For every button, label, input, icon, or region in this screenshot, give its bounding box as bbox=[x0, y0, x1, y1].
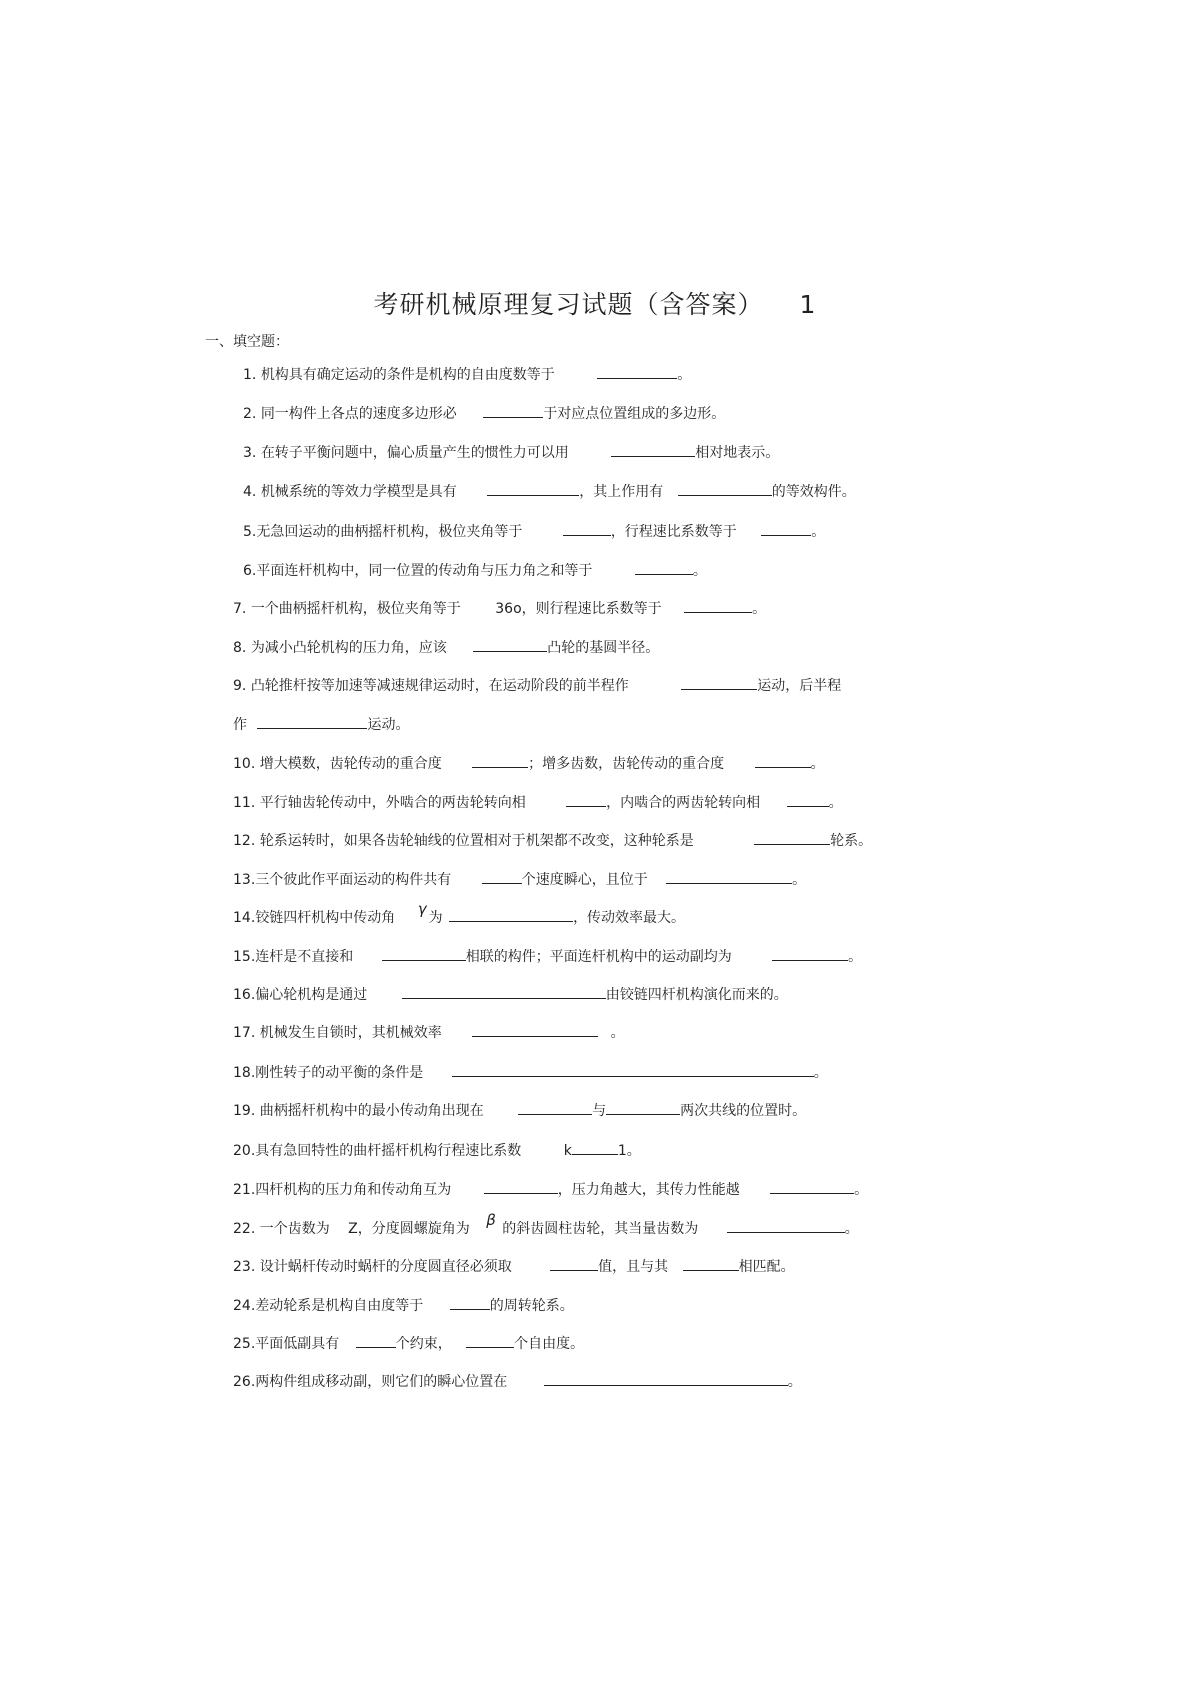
question-text: 与 bbox=[592, 1103, 607, 1119]
question-text: 。 bbox=[810, 756, 825, 772]
question-20 bbox=[233, 1140, 641, 1161]
question-text: 运动，后半程 bbox=[757, 678, 842, 694]
question-text: 具有急回特性的曲杆摇杆机构行程速比系数 bbox=[255, 1143, 522, 1159]
question-number: 25. bbox=[233, 1336, 256, 1352]
question-19 bbox=[233, 1100, 806, 1121]
answer-blank[interactable] bbox=[472, 1022, 598, 1037]
angle-value: 36o bbox=[495, 601, 522, 617]
question-text: 两构件组成移动副，则它们的瞬心位置在 bbox=[255, 1374, 508, 1390]
question-text: 于对应点位置组成的多边形。 bbox=[543, 406, 726, 422]
question-text: 凸轮的基圆半径。 bbox=[547, 640, 660, 656]
question-text: 机构具有确定运动的条件是机构的自由度数等于 bbox=[260, 367, 555, 383]
question-text: 个速度瞬心，且位于 bbox=[521, 872, 648, 888]
answer-blank[interactable] bbox=[382, 946, 466, 961]
answer-blank[interactable] bbox=[356, 1333, 396, 1348]
question-21 bbox=[233, 1179, 868, 1200]
question-17 bbox=[233, 1022, 625, 1043]
question-text: 。 bbox=[792, 872, 807, 888]
question-text: 为 bbox=[428, 910, 443, 926]
question-7 bbox=[233, 598, 766, 619]
question-text: 铰链四杆机构中传动角 bbox=[255, 910, 396, 926]
question-text: 曲柄摇杆机构中的最小传动角出现在 bbox=[259, 1103, 484, 1119]
answer-blank[interactable] bbox=[681, 675, 757, 690]
question-25 bbox=[233, 1333, 584, 1354]
question-12 bbox=[233, 830, 872, 851]
answer-blank[interactable] bbox=[597, 364, 677, 379]
question-10 bbox=[233, 753, 825, 774]
answer-blank[interactable] bbox=[572, 1140, 618, 1155]
question-text: 设计蜗杆传动时蜗杆的分度圆直径必须取 bbox=[259, 1259, 512, 1275]
question-number: 7. bbox=[233, 601, 247, 617]
answer-blank[interactable] bbox=[666, 869, 792, 884]
title-text: 考研机械原理复习试题（含答案） bbox=[373, 290, 764, 319]
question-6 bbox=[243, 560, 707, 581]
question-15 bbox=[233, 946, 862, 967]
question-text: 连杆是不直接和 bbox=[255, 949, 354, 965]
answer-blank[interactable] bbox=[518, 1100, 592, 1115]
question-text: 。 bbox=[828, 795, 843, 811]
answer-blank[interactable] bbox=[678, 481, 772, 496]
answer-blank[interactable] bbox=[787, 792, 829, 807]
question-number: 16. bbox=[233, 987, 256, 1003]
question-text: 运动。 bbox=[367, 717, 410, 733]
question-number: 14. bbox=[233, 910, 256, 926]
title-number: 1 bbox=[799, 290, 817, 319]
question-text: 相匹配。 bbox=[738, 1259, 795, 1275]
k-symbol: k bbox=[563, 1143, 572, 1159]
answer-blank[interactable] bbox=[473, 637, 547, 652]
question-number: 24. bbox=[233, 1298, 256, 1314]
question-number: 12. bbox=[233, 833, 256, 849]
answer-blank[interactable] bbox=[754, 830, 830, 845]
question-text: 个约束， bbox=[395, 1336, 452, 1352]
question-text: 1。 bbox=[617, 1143, 641, 1159]
section-heading: 一、填空题： bbox=[205, 334, 289, 350]
question-number: 8. bbox=[233, 640, 247, 656]
question-text: 增大模数，齿轮传动的重合度 bbox=[259, 756, 442, 772]
answer-blank[interactable] bbox=[484, 1179, 558, 1194]
question-5 bbox=[243, 521, 825, 542]
question-text: 。 bbox=[844, 1221, 859, 1237]
answer-blank[interactable] bbox=[487, 481, 579, 496]
answer-blank[interactable] bbox=[472, 753, 528, 768]
question-number: 10. bbox=[233, 756, 256, 772]
question-number: 26. bbox=[233, 1374, 256, 1390]
question-text: 。 bbox=[677, 367, 692, 383]
answer-blank[interactable] bbox=[544, 1371, 788, 1386]
question-text: 无急回运动的曲柄摇杆机构，极位夹角等于 bbox=[256, 524, 523, 540]
question-23 bbox=[233, 1256, 795, 1277]
question-number: 20. bbox=[233, 1143, 256, 1159]
answer-blank[interactable] bbox=[770, 1179, 854, 1194]
question-text: 刚性转子的动平衡的条件是 bbox=[255, 1065, 424, 1081]
question-number: 18. bbox=[233, 1065, 256, 1081]
question-text: 轮系运转时，如果各齿轮轴线的位置相对于机架都不改变，这种轮系是 bbox=[259, 833, 694, 849]
page-title bbox=[0, 285, 1190, 321]
question-text: 。 bbox=[752, 601, 767, 617]
question-text: 平行轴齿轮传动中，外啮合的两齿轮转向相 bbox=[259, 795, 526, 811]
question-number: 3. bbox=[243, 445, 257, 461]
question-14 bbox=[233, 900, 686, 928]
question-number: 6. bbox=[243, 563, 257, 579]
question-text: 平面低副具有 bbox=[255, 1336, 340, 1352]
question-number: 11. bbox=[233, 795, 256, 811]
answer-blank[interactable] bbox=[566, 792, 606, 807]
question-text: 。 bbox=[813, 1065, 828, 1081]
question-18 bbox=[233, 1062, 828, 1083]
answer-blank[interactable] bbox=[563, 521, 611, 536]
answer-blank[interactable] bbox=[483, 403, 543, 418]
question-text: 两次共线的位置时。 bbox=[680, 1103, 807, 1119]
question-11 bbox=[233, 792, 843, 813]
question-text: ，内啮合的两齿轮转向相 bbox=[606, 795, 761, 811]
question-number: 23. bbox=[233, 1259, 256, 1275]
question-text: ，分度圆螺旋角为 bbox=[357, 1221, 470, 1237]
answer-blank[interactable] bbox=[550, 1256, 598, 1271]
question-text: 。 bbox=[610, 1025, 625, 1041]
question-4 bbox=[243, 481, 856, 502]
question-2 bbox=[243, 403, 725, 424]
answer-blank[interactable] bbox=[755, 753, 811, 768]
question-text: ，则行程速比系数等于 bbox=[521, 601, 662, 617]
z-symbol: Z bbox=[348, 1221, 358, 1237]
question-1 bbox=[243, 364, 691, 385]
question-text: 平面连杆机构中，同一位置的传动角与压力角之和等于 bbox=[256, 563, 593, 579]
question-26 bbox=[233, 1371, 802, 1392]
question-number: 4. bbox=[243, 484, 257, 500]
question-text: 。 bbox=[811, 524, 826, 540]
question-text: 四杆机构的压力角和传动角互为 bbox=[255, 1182, 452, 1198]
question-text: 一个曲柄摇杆机构，极位夹角等于 bbox=[250, 601, 461, 617]
question-text: 的周转轮系。 bbox=[489, 1298, 574, 1314]
question-text: 相对地表示。 bbox=[695, 445, 780, 461]
question-text: 的等效构件。 bbox=[771, 484, 856, 500]
question-number: 13. bbox=[233, 872, 256, 888]
answer-blank[interactable] bbox=[611, 442, 695, 457]
question-number: 22. bbox=[233, 1221, 256, 1237]
question-text: 机械系统的等效力学模型是具有 bbox=[260, 484, 457, 500]
question-3 bbox=[243, 442, 779, 463]
question-text: 凸轮推杆按等加速等减速规律运动时，在运动阶段的前半程作 bbox=[250, 678, 629, 694]
question-text: 值，且与其 bbox=[598, 1259, 669, 1275]
answer-blank[interactable] bbox=[727, 1218, 845, 1233]
answer-blank[interactable] bbox=[402, 984, 606, 999]
question-number: 9. bbox=[233, 678, 247, 694]
question-text: 机械发生自锁时，其机械效率 bbox=[259, 1025, 442, 1041]
question-number: 17. bbox=[233, 1025, 256, 1041]
question-number: 21. bbox=[233, 1182, 256, 1198]
question-number: 5. bbox=[243, 524, 257, 540]
answer-blank[interactable] bbox=[761, 521, 811, 536]
answer-blank[interactable] bbox=[257, 714, 367, 729]
question-16 bbox=[233, 984, 788, 1005]
answer-blank[interactable] bbox=[452, 1062, 814, 1077]
question-text: 偏心轮机构是通过 bbox=[255, 987, 368, 1003]
question-text: ，行程速比系数等于 bbox=[610, 524, 737, 540]
question-text: 由铰链四杆机构演化而来的。 bbox=[605, 987, 788, 1003]
question-24 bbox=[233, 1295, 574, 1316]
question-text: ；增多齿数，齿轮传动的重合度 bbox=[528, 756, 725, 772]
question-text: 轮系。 bbox=[830, 833, 873, 849]
question-text: ，压力角越大，其传力性能越 bbox=[557, 1182, 740, 1198]
question-text: 为减小凸轮机构的压力角，应该 bbox=[250, 640, 447, 656]
question-9 bbox=[233, 675, 841, 696]
question-text: 相联的构件；平面连杆机构中的运动副均为 bbox=[465, 949, 732, 965]
answer-blank[interactable] bbox=[684, 598, 752, 613]
question-13 bbox=[233, 869, 806, 890]
question-text: ，其上作用有 bbox=[579, 484, 664, 500]
question-text: 在转子平衡问题中，偏心质量产生的惯性力可以用 bbox=[260, 445, 569, 461]
answer-blank[interactable] bbox=[606, 1100, 680, 1115]
question-8 bbox=[233, 637, 659, 658]
answer-blank[interactable] bbox=[482, 869, 522, 884]
question-text: 个自由度。 bbox=[514, 1336, 585, 1352]
question-text: 差动轮系是机构自由度等于 bbox=[255, 1298, 424, 1314]
answer-blank[interactable] bbox=[683, 1256, 739, 1271]
question-number: 19. bbox=[233, 1103, 256, 1119]
question-text: 。 bbox=[848, 949, 863, 965]
question-text: 。 bbox=[854, 1182, 869, 1198]
answer-blank[interactable] bbox=[450, 1295, 490, 1310]
question-text: 。 bbox=[787, 1374, 802, 1390]
question-text: 一个齿数为 bbox=[259, 1221, 330, 1237]
answer-blank[interactable] bbox=[466, 1333, 514, 1348]
gamma-symbol: γ bbox=[417, 900, 427, 918]
question-9-continued bbox=[233, 714, 409, 735]
answer-blank[interactable] bbox=[449, 907, 573, 922]
question-22 bbox=[233, 1211, 859, 1239]
question-text: 的斜齿圆柱齿轮，其当量齿数为 bbox=[502, 1221, 699, 1237]
question-number: 1. bbox=[243, 367, 257, 383]
question-text: 同一构件上各点的速度多边形必 bbox=[260, 406, 457, 422]
question-text: 。 bbox=[692, 563, 707, 579]
answer-blank[interactable] bbox=[635, 560, 693, 575]
question-number: 2. bbox=[243, 406, 257, 422]
beta-symbol: β bbox=[486, 1211, 496, 1229]
answer-blank[interactable] bbox=[772, 946, 848, 961]
question-number: 15. bbox=[233, 949, 256, 965]
question-text: 三个彼此作平面运动的构件共有 bbox=[255, 872, 452, 888]
question-text: 作 bbox=[233, 717, 247, 733]
question-text: ，传动效率最大。 bbox=[573, 910, 686, 926]
